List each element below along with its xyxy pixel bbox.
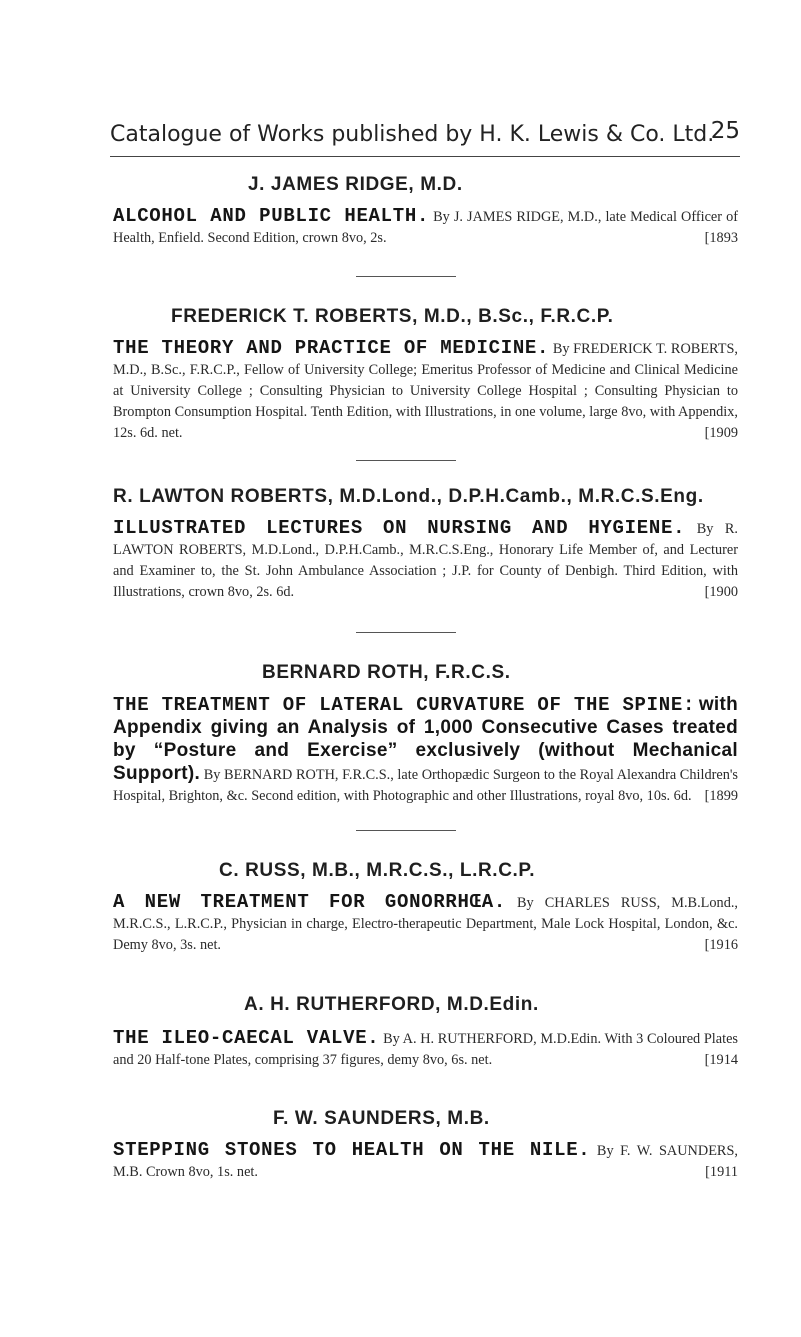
catalogue-entry [113,518,738,603]
book-description: By FREDERICK T. ROBERTS, M.D., B.Sc., F.R.C.P., Fellow of University College; Emeritus Professor of Medicine and Clinical Medicine at University College ; Consulting Physician to University College Hospital ; Consulting Physician to Brompton Consumption Hospital. Tenth Edition, with Illustrations, in one volume, large 8vo, with Appendix, 12s. 6d. net. [113,341,738,441]
book-description: By F. W. SAUNDERS, M.B. Crown 8vo, 1s. net. [113,1143,738,1180]
book-description: By CHARLES RUSS, M.B.Lond., M.R.C.S., L.R.C.P., Physician in charge, Electro-therapeutic Department, Male Lock Hospital, London, &c. Demy 8vo, 3s. net. [113,895,738,953]
publication-year: [1893 [704,230,738,246]
book-description: By R. LAWTON ROBERTS, M.D.Lond., D.P.H.Camb., M.R.C.S.Eng., Honorary Life Member of, and Lecturer and Examiner to, the St. John Ambulance Association ; J.P. for County of Denbigh. Third Edition, with Illustrations, crown 8vo, 2s. 6d. [113,521,738,600]
book-title: THE THEORY AND PRACTICE OF MEDICINE. [113,337,550,359]
publication-year: [1899 [704,788,738,804]
author-heading: J. JAMES RIDGE, M.D. [248,174,463,195]
section-divider [356,830,456,831]
author-heading: A. H. RUTHERFORD, M.D.Edin. [244,994,539,1015]
author-heading: R. LAWTON ROBERTS, M.D.Lond., D.P.H.Camb., M.R.C.S.Eng. [113,486,704,507]
section-divider [356,632,456,633]
author-heading: C. RUSS, M.B., M.R.C.S., L.R.C.P. [219,860,536,881]
book-title: THE TREATMENT OF LATERAL CURVATURE OF THE SPINE: [113,694,696,716]
book-description: By BERNARD ROTH, F.R.C.S., late Orthopædic Surgeon to the Royal Alexandra Children's Hospital, Brighton, &c. Second edition, with Photographic and other Illustrations, royal 8vo, 10s. 6d. [113,767,738,804]
page-number: 25 [710,118,740,144]
book-title: ALCOHOL AND PUBLIC HEALTH. [113,205,430,227]
author-heading: BERNARD ROTH, F.R.C.S. [262,662,511,683]
book-subtitle: with Appendix giving an Analysis of 1,000 Consecutive Cases treated by “Posture and Exercise” exclusively (without Mechanical Support). [113,694,739,784]
catalogue-entry [113,1140,738,1183]
author-heading: F. W. SAUNDERS, M.B. [273,1108,490,1129]
catalogue-entry [113,694,738,807]
catalogue-entry [113,1028,738,1071]
publication-year: [1916 [704,937,738,953]
catalogue-entry [113,892,738,956]
section-divider [356,460,456,461]
book-title: ILLUSTRATED LECTURES ON NURSING AND HYGIENE. [113,517,686,539]
publication-year: [1914 [704,1052,738,1068]
book-description: By A. H. RUTHERFORD, M.D.Edin. With 3 Coloured Plates and 20 Half-tone Plates, comprising 37 figures, demy 8vo, 6s. net. [113,1031,738,1068]
catalogue-entry [113,338,738,444]
book-title: THE ILEO-CAECAL VALVE. [113,1027,380,1049]
catalogue-entry [113,206,738,249]
catalogue-title: Catalogue of Works published by H. K. Lewis & Co. Ltd. [110,122,715,147]
publication-year: [1911 [705,1164,738,1180]
publication-year: [1909 [704,425,738,441]
section-divider [356,276,456,277]
book-title: STEPPING STONES TO HEALTH ON THE NILE. [113,1139,591,1161]
author-heading: FREDERICK T. ROBERTS, M.D., B.Sc., F.R.C.P. [171,306,614,327]
header-rule [110,156,740,157]
publication-year: [1900 [704,584,738,600]
page-header [110,118,740,158]
book-description: By J. JAMES RIDGE, M.D., late Medical Officer of Health, Enfield. Second Edition, crown 8vo, 2s. [113,209,738,246]
book-title: A NEW TREATMENT FOR GONORRHŒA. [113,891,506,913]
